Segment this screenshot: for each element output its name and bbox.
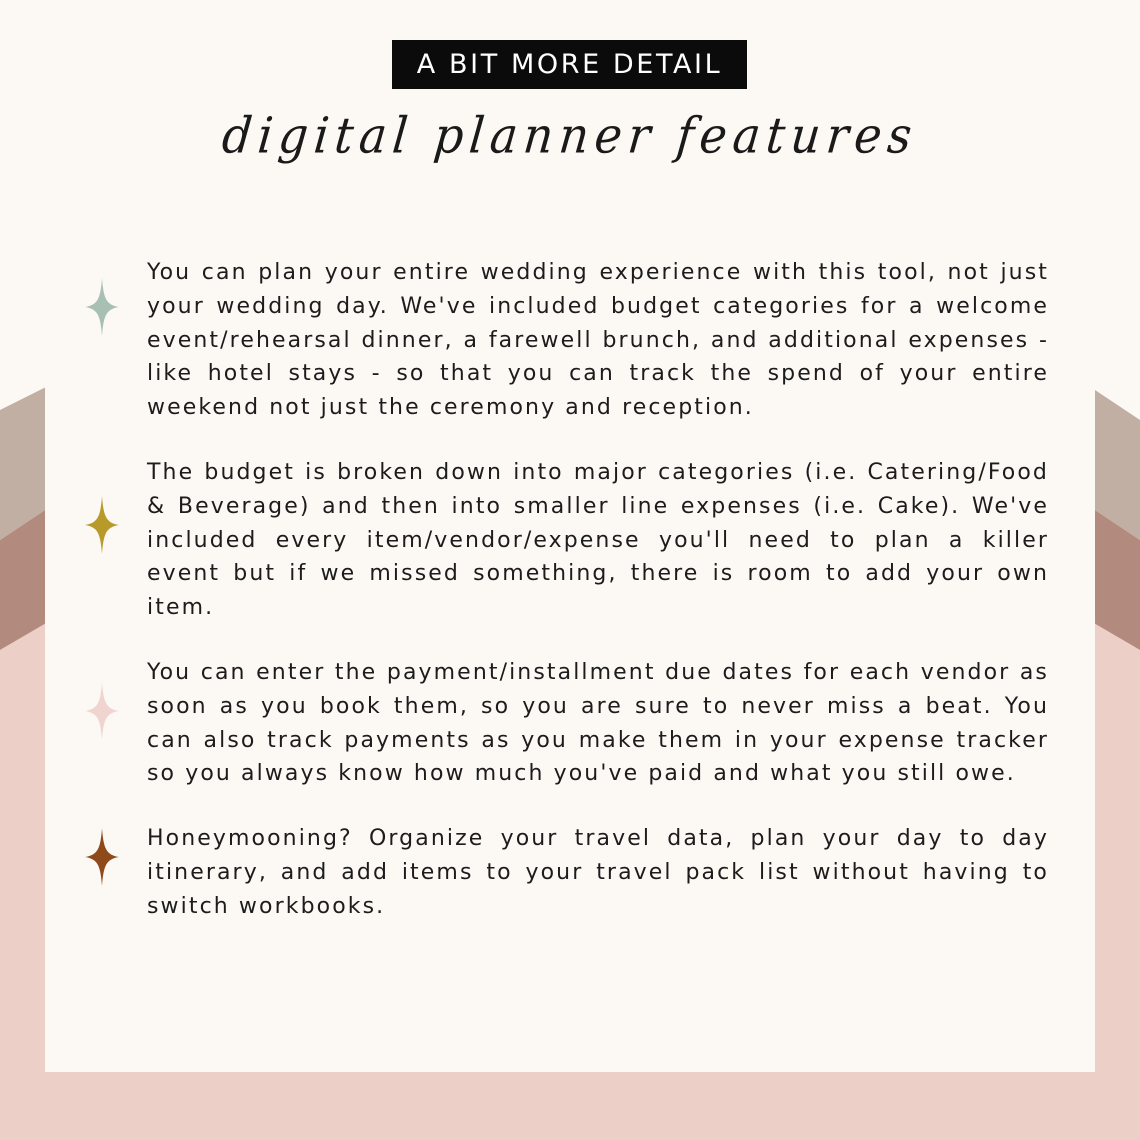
- sparkle-sage-icon: [85, 278, 119, 336]
- sparkle-gold-icon: [85, 496, 119, 554]
- feature-text: You can plan your entire wedding experience with this tool, not just your wedding day. We've included budget categories for a welcome event/rehearsal dinner, a farewell brunch, and additional expenses - like hotel stays - so that you can track the spend of your entire weekend not just the ceremony and reception.: [147, 260, 1049, 421]
- feature-text: Honeymooning? Organize your travel data, plan your day to day itinerary, and add items to your travel pack list without having to switch workbooks.: [147, 826, 1049, 919]
- feature-item: [147, 256, 1049, 425]
- section-badge: A BIT MORE DETAIL: [392, 40, 747, 89]
- feature-item: [147, 656, 1049, 791]
- script-title: digital planner features: [219, 105, 921, 165]
- feature-list: [147, 256, 1049, 955]
- sparkle-blush-icon: [85, 682, 119, 740]
- feature-text: You can enter the payment/installment due dates for each vendor as soon as you book them, so you are sure to never miss a beat. You can also track payments as you make them in your expense tracker so you always know how much you've paid and what you still owe.: [147, 659, 1049, 787]
- feature-item: [147, 822, 1049, 923]
- feature-item: [147, 456, 1049, 625]
- sparkle-rust-icon: [85, 828, 119, 886]
- feature-text: The budget is broken down into major categories (i.e. Catering/Food & Beverage) and then into smaller line expenses (i.e. Cake). We've included every item/vendor/expense you'll need to plan a killer event but if we missed something, there is room to add your own item.: [147, 459, 1049, 621]
